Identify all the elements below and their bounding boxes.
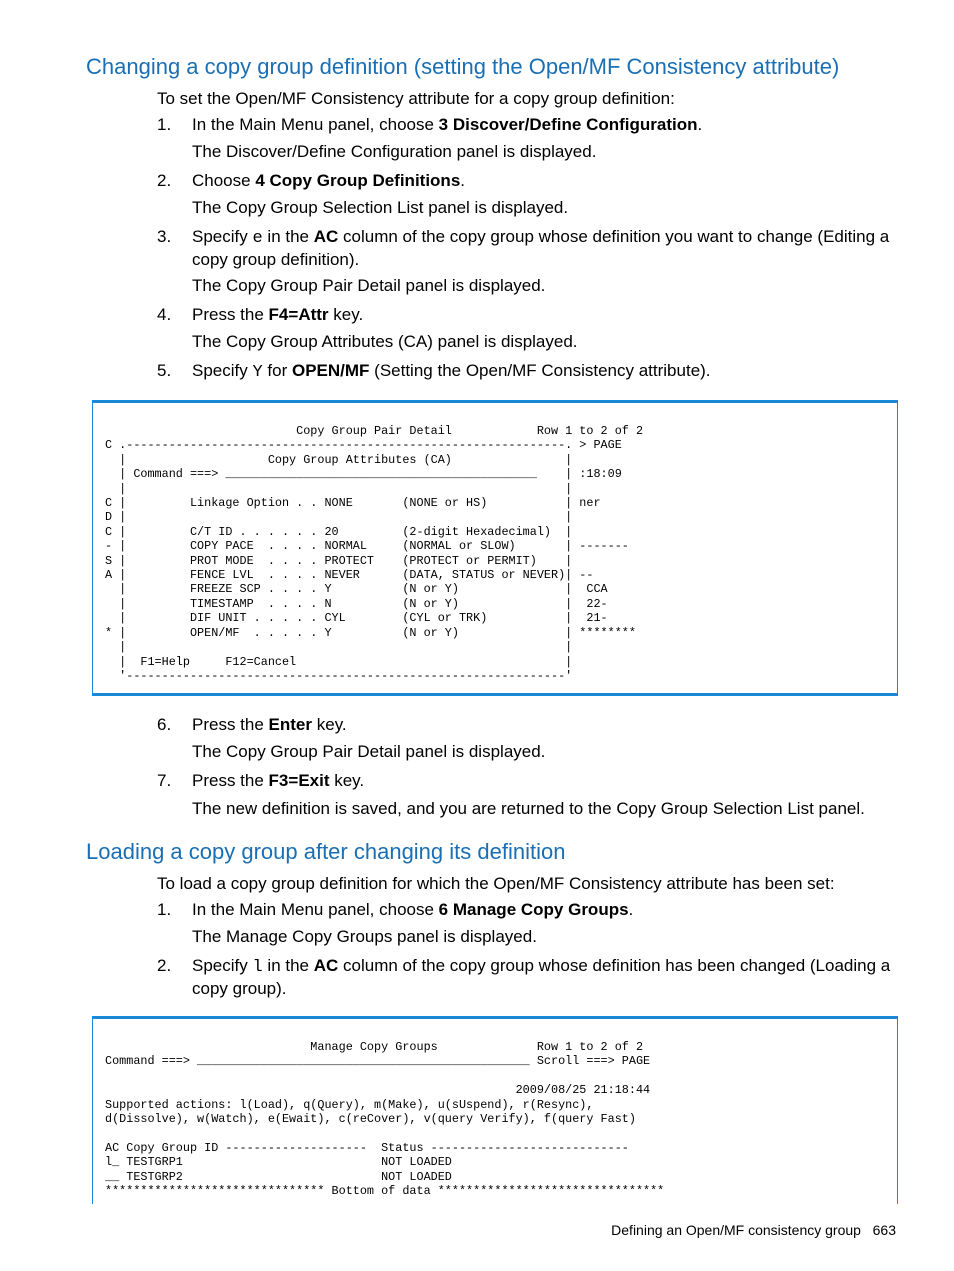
step-text: Specify e in the AC column of the copy group whose definition you want to change (Editing a copy group definition). [192, 227, 890, 269]
footer-title: Defining an Open/MF consistency group [611, 1222, 861, 1238]
step-text: Choose 4 Copy Group Definitions. [192, 171, 466, 190]
step-number: 1. [157, 115, 172, 134]
step-text: Specify Y for OPEN/MF (Setting the Open/MF Consistency attribute). [192, 361, 711, 382]
step-number: 2. [157, 956, 172, 975]
intro-text: To set the Open/MF Consistency attribute for a copy group definition: [157, 89, 675, 108]
step-result: The Manage Copy Groups panel is displayed. [192, 927, 537, 946]
manage-copy-groups-screen [92, 1016, 898, 1204]
step-number: 7. [157, 771, 172, 790]
intro-text: To load a copy group definition for which the Open/MF Consistency attribute has been set: [157, 874, 835, 893]
step-number: 2. [157, 171, 172, 190]
step-result: The Copy Group Pair Detail panel is displayed. [192, 276, 546, 295]
step-text: Specify l in the AC column of the copy group whose definition has been changed (Loading a copy group). [192, 956, 891, 998]
step-result: The Copy Group Selection List panel is displayed. [192, 198, 569, 217]
step-number: 3. [157, 227, 172, 246]
step-result: The Copy Group Attributes (CA) panel is displayed. [192, 332, 578, 351]
step-number: 5. [157, 361, 172, 380]
step-text: Press the F4=Attr key. [192, 305, 364, 324]
step-result: The new definition is saved, and you are returned to the Copy Group Selection List panel. [192, 799, 865, 818]
step-text: In the Main Menu panel, choose 3 Discover/Define Configuration. [192, 115, 703, 134]
step-text: In the Main Menu panel, choose 6 Manage Copy Groups. [192, 900, 634, 919]
step-number: 4. [157, 305, 172, 324]
step-number: 1. [157, 900, 172, 919]
screen-text: Copy Group Pair Detail Row 1 to 2 of 2 C .--------------------------------------------------------------. > PAGE | Copy Group Attributes (CA) | | Command ===> ____________________________________________ | :18:09 | | C | Linkage Option . . NONE (NONE or HS) | ner D | | C | C/T ID . . . . . . 20 (2-digit Hexadecimal) | - | COPY PACE . . . . NORMAL (NORMAL or SLOW) | ------- S | PROT MODE . . . . PROTECT (PROTECT or PERMIT) | A | FENCE LVL . . . . NEVER (DATA, STATUS or NEVER)| -- | FREEZE SCP . . . . Y (N or Y) | CCA | TIMESTAMP . . . . N (N or Y) | 22- | DIF UNIT . . . . . CYL (CYL or TRK) | 21- * | OPEN/MF . . . . . Y (N or Y) | ******** | | | F1=Help F12=Cancel | '--------------------------------------------------------------' [105, 424, 644, 683]
page-footer [611, 1222, 896, 1238]
section-heading-loading: Loading a copy group after changing its definition [86, 839, 566, 864]
step-result: The Discover/Define Configuration panel is displayed. [192, 142, 597, 161]
page-number: 663 [872, 1222, 896, 1238]
screen-text: Manage Copy Groups Row 1 to 2 of 2 Command ===> _______________________________________________ Scroll ===> PAGE 2009/08/25 21:18:44 Supported actions: l(Load), q(Query), m(Make), u(sUspend), r(Resync), d(Dissolve), w(Watch), e(Ewait), c(reCover), v(query Verify), f(query Fast) AC Copy Group ID -------------------- Status ---------------------------- l_ TESTGRP1 NOT LOADED __ TESTGRP2 NOT LOADED ******************************* Bottom of data ******************************** [105, 1040, 665, 1199]
step-text: Press the Enter key. [192, 715, 347, 734]
section-heading-changing: Changing a copy group definition (setting the Open/MF Consistency attribute) [86, 54, 840, 79]
copy-group-attributes-screen [92, 400, 898, 696]
step-text: Press the F3=Exit key. [192, 771, 365, 790]
step-result: The Copy Group Pair Detail panel is displayed. [192, 742, 546, 761]
step-number: 6. [157, 715, 172, 734]
